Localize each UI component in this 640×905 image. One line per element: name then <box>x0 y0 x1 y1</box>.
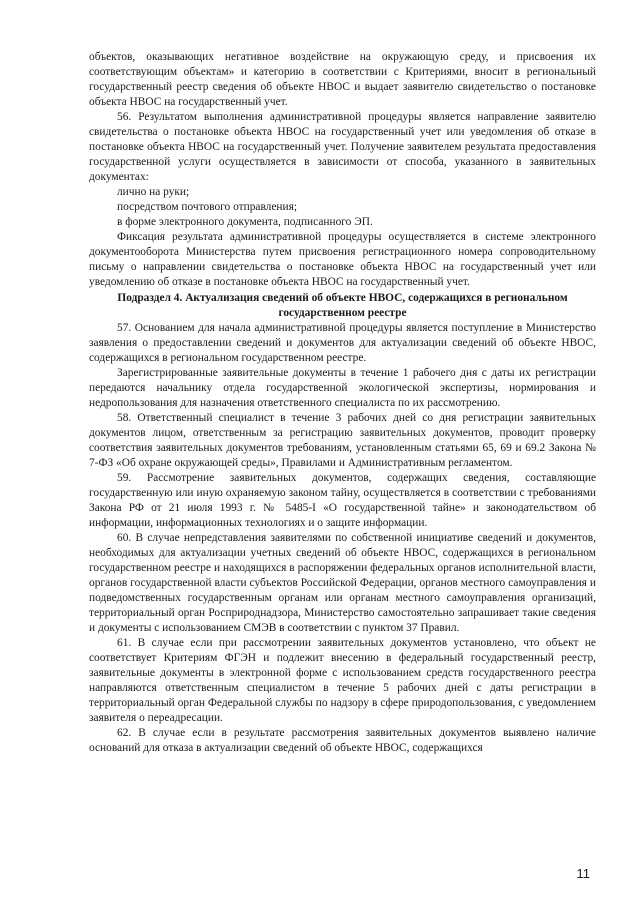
document-body <box>89 50 596 756</box>
paragraph-56: 56. Результатом выполнения административной процедуры является направление заявителю свидетельства о постановке объекта НВОС на государственный учет или уведомления об отказе в постановке объекта НВОС на государственный учет. Получение заявителем результата предоставления государственной услуги осуществляется в зависимости от способа, указанного в заявительных документах: <box>89 111 596 183</box>
paragraph-registered-docs: Зарегистрированные заявительные документы в течение 1 рабочего дня с даты их регистрации передаются начальнику отдела государственной экологической экспертизы, нормирования и недропользования для назначения ответственного специалиста по их рассмотрению. <box>89 367 596 409</box>
subsection-heading: Подраздел 4. Актуализация сведений об объекте НВОС, содержащихся в региональном государственном реестре <box>117 292 568 319</box>
paragraph-59: 59. Рассмотрение заявительных документов, содержащих сведения, составляющие государственную или иную охраняемую законом тайну, осуществляется в соответствии с требованиями Закона РФ от 21 июля 1993 г. № 5485-I «О государственной тайне» и законодательством об информации, информационных технологиях и о защите информации. <box>89 472 596 529</box>
paragraph-62: 62. В случае если в результате рассмотрения заявительных документов выявлено наличие оснований для отказа в актуализации сведений об объекте НВОС, содержащихся <box>89 727 596 754</box>
paragraph-58: 58. Ответственный специалист в течение 3 рабочих дней со дня регистрации заявительных документов лицом, ответственным за регистрацию заявительных документов, проводит проверку соответствия заявительных документов требованиям, установленным статьями 65, 69 и 69.2 Закона № 7-ФЗ «Об охране окружающей среды», Правилами и Административным регламентом. <box>89 412 596 469</box>
list-item-postal: посредством почтового отправления; <box>117 201 298 213</box>
list-item-in-person: лично на руки; <box>117 186 190 198</box>
paragraph-60: 60. В случае непредставления заявителями по собственной инициативе сведений и документов, необходимых для актуализации учетных сведений об объекте НВОС, содержащихся в региональном государственном реестре и находящихся в распоряжении федеральных органов исполнительной власти, органов государственной власти субъектов Российской Федерации, органов местного самоуправления и подведомственных государственным органам или органам местного самоуправления организаций, территориальный орган Росприроднадзора, Министерство самостоятельно запрашивает такие сведения и документы с использованием СМЭВ в соответствии с пунктом 37 Правил. <box>89 532 596 634</box>
page-number: 11 <box>576 866 590 881</box>
paragraph-fixation: Фиксация результата административной процедуры осуществляется в системе электронного документооборота Министерства путем присвоения регистрационного номера сопроводительному письму о направлении свидетельства о постановке объекта НВОС на государственный учет или уведомлению об отказе в постановке объекта НВОС на государственный учет. <box>89 231 596 288</box>
paragraph-57: 57. Основанием для начала административной процедуры является поступление в Министерство заявления о предоставлении сведений и документов для актуализации сведений об объекте НВОС, содержащихся в региональном государственном реестре. <box>89 322 596 364</box>
list-item-electronic: в форме электронного документа, подписанного ЭП. <box>117 216 373 228</box>
paragraph-55-continuation: объектов, оказывающих негативное воздействие на окружающую среду, и присвоения их соответствующим объектам» и категорию в соответствии с Критериями, вносит в региональный государственный реестр сведения об объекте НВОС и выдает заявителю свидетельство о постановке объекта НВОС на государственный учет. <box>89 51 596 108</box>
paragraph-61: 61. В случае если при рассмотрении заявительных документов установлено, что объект не соответствует Критериям ФГЭН и подлежит внесению в федеральный государственный реестр, заявительные документы в электронной форме с использованием средств государственного реестра направляются ответственным специалистом в течение 5 рабочих дней с даты регистрации в территориальный орган Федеральной службы по надзору в сфере природопользования, с уведомлением заявителя о переадресации. <box>89 637 596 724</box>
